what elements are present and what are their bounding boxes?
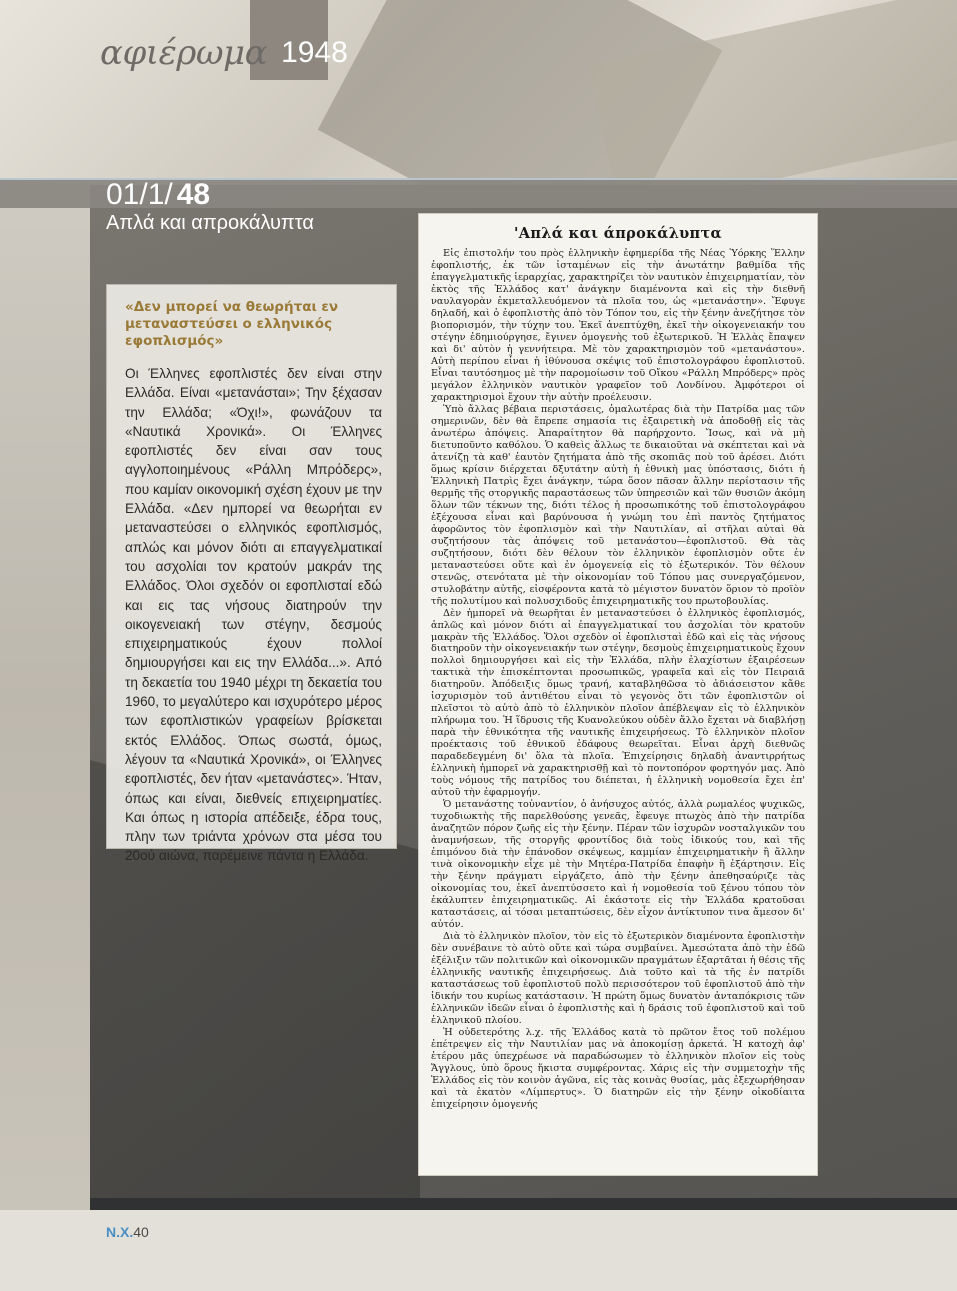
sidebar-card	[106, 284, 397, 864]
background-bottom-strip	[90, 1198, 957, 1210]
background-photo-edge	[0, 185, 90, 1210]
clipping-title: 'Απλά και άπροκάλυπτα	[514, 225, 722, 242]
section-tag	[100, 26, 358, 80]
magazine-brand: Ν.Χ.	[106, 1224, 134, 1240]
article-subtitle: Απλά και απροκάλυπτα	[106, 212, 314, 234]
clipping-paragraph: Ἡ οὐδετερότης λ.χ. τῆς Ἑλλάδος κατὰ τὸ πρῶτον ἔτος τοῦ πολέμου ἐπέτρεψεν εἰς τὴν Ναυτιλίαν μας νὰ ἀποκομίσῃ ἀρκετά. Ἡ κατοχὴ ἀφ' ἑτέρου μᾶς ὑπεχρέωσε νὰ παραδώσωμεν τὸ ἑλληνικὸν πλοῖον εἰς τοὺς Ἄγγλους, ὑπὸ ὅρους ἥκιστα συμφέροντας. Χάρις εἰς τὴν συμμετοχὴν τῆς Ἑλλάδος εἰς τὸν κοινὸν ἀγῶνα, εἰς τὰς κοινὰς θυσίας, μὰς ἐξεχωρήθησαν καὶ τὰ ἑκατὸν «Λίμπερτυς». Ὁ διατηρῶν εἰς τὴν ξένην οἰκοδίαιτα ἐπιχείρησιν ὁμογενής	[431, 1026, 805, 1110]
clipping-paragraph: Ὁ μετανάστης τοὐναντίον, ὁ ἀνήσυχος αὐτός, ἀλλὰ ρωμαλέος ψυχικῶς, τυχοδιωκτὴς τῆς παρελθούσης γενεᾶς, ἔφευγε πτωχὸς ἀπὸ τὴν πατρίδα ἀναζητῶν πόρον ζωῆς εἰς τὴν ξένην. Πέραν τῶν ἰσχυρῶν νοσταλγικῶν του ἀναμνήσεων, τῆς στοργῆς φροντίδος διὰ τοὺς ἰδικούς του, καὶ τῆς ἐπιμόνου διὰ τὴν ἐπάνοδον σκέψεως, καμμίαν ἐπιχειρηματικὴν ἢ ἄλλην τινὰ οἰκονομικὴν εἶχε μὲ τὴν Μητέρα-Πατρίδα ἐπαφὴν ἢ ἐξάρτησιν. Εἰς τὴν ξένην πράγματι εἰργάζετο, ἀπὸ τὴν ξένην ἀπεθησαύριζε τὰς οἰκονομίας του, ἐκεῖ ἀνεπτύσσετο καὶ ἡ νομοθεσία τοῦ ξένου τόπου τὸν ἐκάλυπτεν ἐπιχειρηματικῶς. Αἱ ἐκάστοτε εἰς τὴν Ἑλλάδα κρατοῦσαι καταστάσεις, αἱ τόσαι μεταπτώσεις, δὲν εἶχον ἀντίκτυπον τινα ἄμεσον δι' αὐτόν.	[431, 799, 805, 931]
section-word: αφιέρωμα	[100, 33, 268, 73]
clipping-paragraph: Ὑπὸ ἄλλας βέβαια περιστάσεις, ὁμαλωτέρας διὰ τὴν Πατρίδα μας τῶν σημερινῶν, δὲν θὰ ἔπρεπε σημασία τις ἐξαιρετικὴ νὰ ἀποδοθῇ εἰς τὰς ἀνωτέρω ἀπόψεις. Ἀπαραίτητον θὰ παρήρχοντο. Ἴσως, καὶ νὰ μὴ διετυποῦντο καθόλου. Ὁ καθεὶς ἄλλως τε δικαιοῦται νὰ σκέπτεται καὶ νὰ ἀτενίζῃ τὰ καθ' ἑαυτὸν ζητήματα ἀπὸ τῆς σκοπιᾶς ποὺ τοῦ ἀρέσει. Διότι ὅμως κρίσιν διέρχεται δξυτάτην αὐτὴ ἡ ἐθνικὴ μας ὑπόστασις, διότι ἡ Ἑλληνικὴ Πατρὶς ἔχει ἀνάγκην, τώρα ὅσον πᾶσαν ἄλλην περίστασιν τῆς θερμῆς τῆς στοργικῆς παραστάσεως τῶν ὑπηρεσιῶν καὶ τῶν θυσιῶν ἀκόμη ὅλων τῶν τέκνων της, διότι τέλος ἡ προσωπικότης τοῦ ἐπιστολογράφου ἐξέχουσα εἶναι καὶ βαρύνουσα ἡ γνώμη του ἐπὶ παντὸς ζητήματος ἀφορῶντος τὸν ἐφοπλισμὸν καὶ τὴν Ναυτιλίαν, αἱ στῆλαι αὐταὶ θὰ συζητήσουν τὰς ἀπόψεις τοῦ μετανάστου—ἐφοπλιστοῦ. Θὰ τὰς συζητήσουν, διότι δὲν θέλουν τὸν ἑλληνικὸν ἐφοπλισμὸν οὔτε ἐν μεταναστεύσει οὔτε καὶ ἐν ὁμογενείᾳ εἰς τὸ ἐξωτερικόν. Τὸν θέλουν στενῶς, στενότατα μὲ τὴν οἰκονομίαν τοῦ Τόπου μας συνεργαζόμενον, στυλοβάτην αὐτῆς, εἰσφέροντα κατὰ τὸ μέγιστον δυνατὸν ὅριον τὸ προϊὸν τῆς πολυτίμου καὶ πολυσχιδοῦς ἐπιχειρηματικῆς του πρωτοβουλίας.	[431, 403, 805, 607]
date-prefix: 01/1/	[106, 178, 173, 211]
section-year: 1948	[281, 36, 348, 69]
sidebar-title: «Δεν μπορεί να θεωρήται εν μεταναστεύσει ο ελληνικός εφοπλισμός»	[125, 299, 339, 349]
clipping-body	[431, 248, 805, 1111]
newspaper-clipping	[419, 214, 817, 1175]
clipping-paragraph: Δὲν ἠμπορεῖ νὰ θεωρῆται ἐν μεταναστεύσει ὁ ἑλληνικὸς ἐφοπλισμός, ἁπλῶς καὶ μόνον διότι αἱ ἐπαγγελματικαί του ἀσχολίαι τὸν κρατοῦν μακρὰν τῆς Ἑλλάδος. Ὅλοι σχεδὸν οἱ ἐφοπλισταὶ ἐδῶ καὶ εἰς τὰς νήσους διατηροῦν τὴν οἰκογενειακήν των στέγην, δεσμοὺς ἐπιχειρηματικοὺς ἔχουν πολλοὶ δημιουργήσει καὶ εἰς τὴν Ἑλλάδα, πλὴν ἐλαχίστων ἐξαιρέσεων τακτικὰ τὴν ἐπισκέπτονται προσωπικῶς, γραφεῖα καὶ εἰς τὸν Πειραιᾶ διατηροῦν. Ἀπόδειξις ὅμως τρανή, καταβληθῶσα τὸ ἀδιάσειστον κἄθε ἰσχυρισμὸν τοῦ ἀντιθέτου εἶναι τὸ γεγονὸς ὅτι τῶν ἐφοπλιστῶν οἱ πλεῖστοι τὸ αὐτὸ ἀπὸ τὸ ἑλληνικὸν πλοῖον ἀπέβλεψαν εἰς τὸ ἑλληνικὸν πλήρωμα του. Ἡ ἵδρυσις τῆς Κυανολεύκου οὐδὲν ἄλλο ἔχεται νὰ διαβλήσῃ παρὰ τὴν ἐθνικότητα τῆς ναυτικῆς ἐπιχειρήσεως. Τὸ ἑλληνικὸν πλοῖον προέκτασις τοῦ ἐθνικοῦ ἐδάφους θεωρεῖται. Εἶναι ἀρχὴ διεθνῶς παραδεδεγμένη δι' ὅλα τὰ πλοῖα. Ἐπιχείρησις δηλαδὴ ἀναντιρρήτως ἑλληνικὴ ἠμπορεῖ νὰ χαρακτηρισθῇ καὶ τὸ ποντοπόρον φορτηγόν μας. Ἀπὸ τοὺς νόμους τῆς πατρίδος του διέπεται, ἡ ἑλληνικὴ νομοθεσία ἔχει ἐπ' αὐτοῦ τὴν ἐφαρμογήν.	[431, 607, 805, 799]
page-number: 40	[133, 1224, 149, 1240]
clipping-paragraph: Διὰ τὸ ἑλληνικὸν πλοῖον, τὸν εἰς τὸ ἐξωτερικὸν διαμένοντα ἐφοπλιστὴν δὲν συνέβαινε τὸ αὐτὸ οὔτε καὶ τώρα συμβαίνει. Ἀμεσώτατα ἀπὸ τὴν ἐδῶ ἐξέλιξιν τῶν πολιτικῶν καὶ οἰκονομικῶν πραγμάτων ἐξαρτᾶται ἡ θέσις τῆς ἑλληνικῆς ναυτικῆς ἐπιχειρήσεως. Διὰ τοῦτο καὶ τὰ τῆς ἐν πατρίδι καταστάσεως τοῦ ἐφοπλιστοῦ πολὺ περισσότερον τοῦ ἐφοπλιστοῦ ἀπὸ τὴν ἰδικήν του κυρίως κατάστασιν. Ἡ πρώτη ὅμως δυνατὸν ἀνταπόκρισις τῶν ἑλληνικῶν ἰδεῶν εἶναι ὁ ἐφοπλιστὴς καὶ ἡ δράσις τοῦ ἐφοπλιστοῦ καὶ τοῦ ἑλληνικοῦ πλοίου.	[431, 931, 805, 1026]
sidebar-body: Οι Έλληνες εφοπλιστές δεν είναι στην Ελλάδα. Είναι «μετανάσται»; Την ξέχασαν την Ελλάδα; «Όχι!», φωνάζουν τα «Ναυτικά Χρονικά». Οι Έλληνες εφοπλιστές δεν είναι σαν τους αγγλοποιημένους «Ράλλη Μπρόδερς», που καμίαν οικονομική σχέση έχουν με την Ελλάδα. «Δεν ημπορεί να θεωρήται εν μεταναστεύσει ο ελληνικός εφοπλισμός, απλώς και μόνον διότι αι επαγγελματικαί του ασχολίαι τον κρατούν μακράν της Ελλάδος. Όλοι σχεδόν οι εφοπλισταί εδώ και εις τας νήσους διατηρούν την οικογενειακή των στέγην, δεσμούς επιχειρηματικούς έχουν πολλοί δημιουργήσει και εις την Ελλάδα...». Από τη δεκαετία του 1940 μέχρι τη δεκαετία του 1960, το μεγαλύτερο και ισχυρότερο μέρος των εφοπλιστικών γραφείων βρίσκεται εκτός Ελλάδος. Όπως σωστά, όμως, λέγουν τα «Ναυτικά Χρονικά», οι Έλληνες εφοπλιστές, δεν ήταν «μετανάστες». Ήταν, όπως και είναι, διεθνείς επιχειρηματίες. Και όπως η ιστορία απέδειξε, έδρα τους, πλην των τριάντα χρόνων στα μέσα του 20ού αιώνα, παρέμεινε πάντα η Ελλάδα.	[125, 366, 382, 864]
article-date	[106, 178, 210, 212]
page-footer	[106, 1224, 149, 1240]
clipping-paragraph: Εἰς ἐπιστολήν του πρὸς ἑλληνικὴν ἐφημερίδα τῆς Νέας Ὑόρκης Ἕλλην ἐφοπλιστής, ἐκ τῶν ἱσταμένων εἰς τὴν ἀνωτάτην βαθμίδα τῆς ἐπαγγελματικῆς ἱεραρχίας, χαρακτηρίζει τὸν ναυτικὸν ἐπιχειρηματίαν, τὸν ἐκτὸς τῆς Ἑλλάδος κατ' ἀνάγκην διαμένοντα καὶ εἰς τὴν διεθνῆ ναυλαγορὰν ἐκμεταλλευόμενον τὰ πλοῖα του, ὡς «μετανάστην». Ἔφυγε δηλαδή, καὶ ὁ ἐφοπλιστὴς ἀπὸ τὸν Τόπον του, εἰς τὴν ξένην ἀνεζήτησε τὸν βιοπορισμόν, τὴν τύχην του. Ἐκεῖ ἀνεπτύχθη, ἐκεῖ τὴν οἰκογενειακήν του στέγην ἐδημιούργησε, ἔγινεν ὁμογενὴς τοῦ ἐξωτερικοῦ. Ἡ Ἑλλὰς ἔπαψεν καὶ δι' αὐτὸν ἡ γεννήτειρα. Μὲ τὸν χαρακτηρισμὸν τοῦ «μετανάστου». Αὐτὴ περίπου εἶναι ἡ ἰθύνουσα σκέψις τοῦ ἐπιστολογράφου ἐφοπλιστοῦ. Εἶναι ταυτόσημος μὲ τὴν παρομοίωσιν τοῦ Οἴκου «Ράλλη Μπρόδερς» πρὸς μεγάλον ἑλληνικὸν ναυτικὸν γραφεῖον τοῦ Λονδίνου. Ἀμφότεροι οἱ χαρακτηρισμοὶ ἔχουν τὴν αὐτὴν προέλευσιν.	[431, 248, 805, 403]
background-bottom	[0, 1210, 957, 1291]
date-year: 48	[176, 178, 211, 211]
